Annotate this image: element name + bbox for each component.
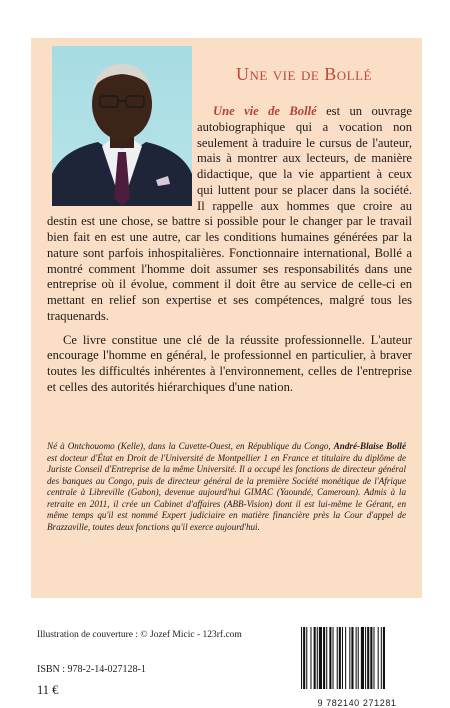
- book-description: [47, 104, 412, 404]
- price-label: 11 €: [37, 683, 59, 697]
- inline-book-title: Une vie de Bollé: [213, 104, 317, 118]
- isbn-label: ISBN : 978-2-14-027128-1: [37, 664, 146, 675]
- description-paragraph-1-text: est un ouvrage autobiographique qui a vocation non seulement à traduire le cursus de l'auteur, mais à montrer aux lecteurs, de manière didactique, que la vie appartient à ceux qui luttent pour se placer dans la société. Il rappelle aux hommes que croire au destin est une chose, se battre si possible pour le changer par le travail bien fait en est une autre, car les conditions humaines générées par la nature sont parfois inhospitalières. Fonctionnaire international, Bollé a montré comment l'homme doit assumer ses responsabilités dans une entreprise où il évolue, comment il doit être au service de celle-ci en mettant en relief son expertise et ses compétences, malgré tous les traquenards.: [47, 104, 413, 323]
- author-name: André-Blaise Bollé: [333, 441, 406, 451]
- barcode-digits: 9 782140 271281: [317, 698, 397, 708]
- description-paragraph-2: Ce livre constitue une clé de la réussite professionnelle. L'auteur encourage l'homme en général, le professionnel en particulier, à braver toutes les difficultés inhérentes à l'environnement, celles de l'entreprise et celles des autorités hiérarchiques d'une nation.: [47, 332, 412, 394]
- book-title: Une vie de Bollé: [235, 64, 373, 84]
- ean13-barcode: [293, 627, 421, 699]
- photo-wrap-spacer: [47, 104, 197, 213]
- bio-intro: Né à Ontchouomo (Kelle), dans la Cuvette-Ouest, en République du Congo,: [47, 441, 334, 451]
- bio-text: est docteur d'État en Droit de l'Université de Montpellier 1 en France et titulaire du diplôme de Juriste Conseil d'Entreprise de la même Université. Il a occupé les fonctions de directeur général des banques au Congo, puis de directeur général de la première Société monétique de l'Afrique centrale à Libreville (Gabon), devenue aujourd'hui GIMAC (Yaoundé, Cameroun). Admis à la retraite en 2011, il crée un Cabinet d'affaires (ABB-Vision) dont il est lui-même le Gérant, en même temps qu'il est nommé Expert judiciaire en matière financière près la Cour d'appel de Brazzaville, toutes deux fonctions qu'il exerce aujourd'hui.: [47, 452, 406, 532]
- author-biography: [47, 441, 406, 533]
- illustration-credit: Illustration de couverture : © Jozef Micic - 123rf.com: [37, 630, 242, 640]
